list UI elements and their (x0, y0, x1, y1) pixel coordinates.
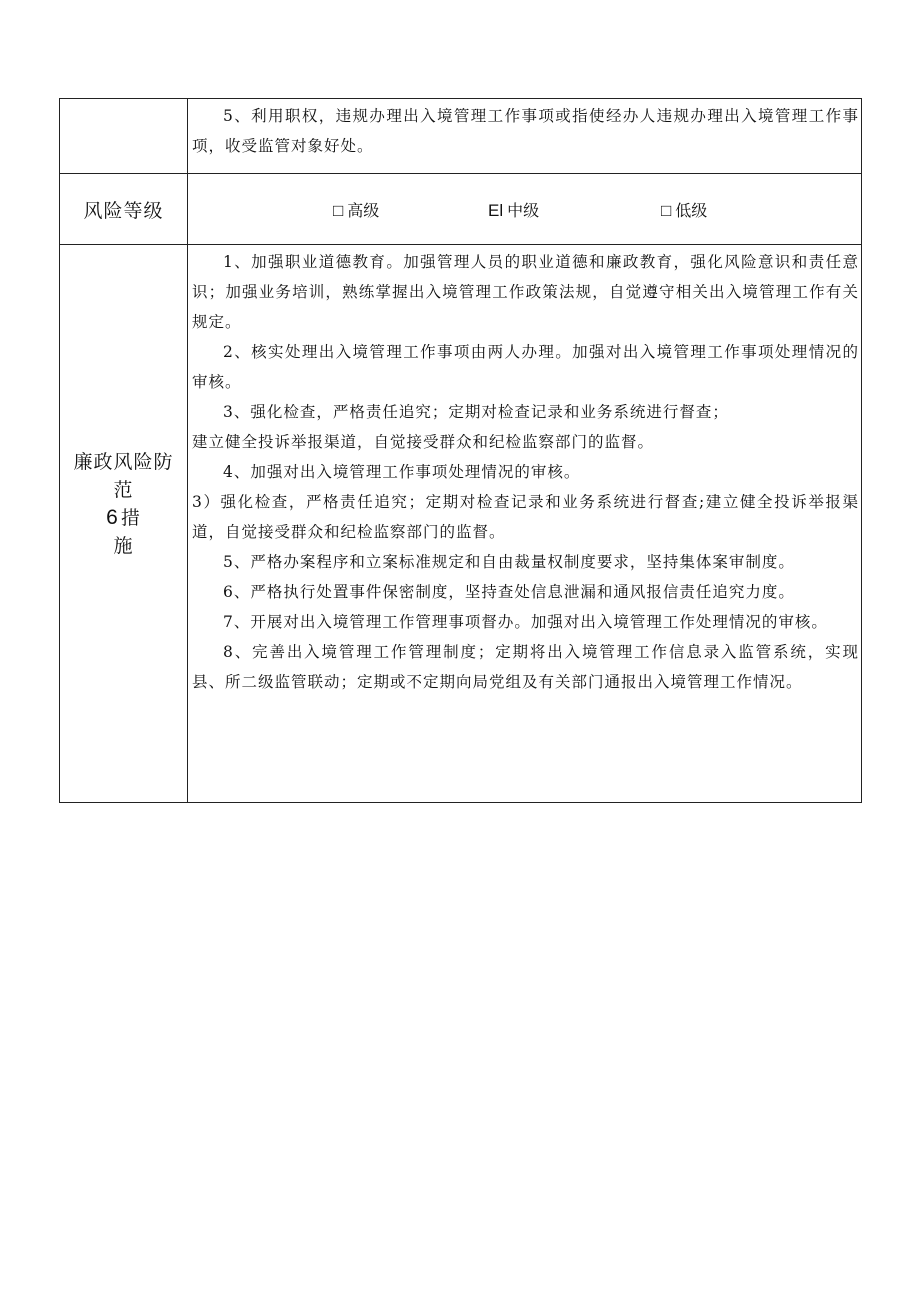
risk-level-label: 风险等级 (83, 199, 164, 222)
table-row-measures (60, 245, 862, 803)
measures-label (60, 448, 187, 560)
label-char: 措 (120, 506, 141, 529)
level-mid-text: 中级 (507, 201, 540, 220)
paragraph: 3、强化检查，严格责任追究；定期对检查记录和业务系统进行督查； (223, 403, 729, 421)
measures-label-cell (60, 245, 188, 803)
checkbox-high: □ (333, 201, 344, 220)
checkbox-mid: El (488, 201, 504, 220)
paragraph: 7、开展对出入境管理工作管理事项督办。加强对出入境管理工作处理情况的审核。 (223, 613, 828, 631)
measures-content-cell (188, 245, 862, 803)
label-line: 廉政风险防 (73, 450, 174, 473)
label-line: 范 (113, 478, 134, 501)
paragraph: 1、加强职业道德教育。加强管理人员的职业道德和廉政教育，强化风险意识和责任意识；加强业务培训，熟练掌握出入境管理工作政策法规，自觉遵守相关出入境管理工作有关规定。 (192, 253, 859, 331)
paragraph: 建立健全投诉举报渠道，自觉接受群众和纪检监察部门的监督。 (192, 433, 655, 451)
paragraph: 5、严格办案程序和立案标准规定和自由裁量权制度要求，坚持集体案审制度。 (223, 553, 795, 571)
label-line: 施 (113, 534, 134, 557)
content-cell (188, 99, 862, 174)
risk-level-label-cell (60, 174, 188, 245)
table-row (60, 99, 862, 174)
label-number: 6 (106, 505, 119, 529)
level-mid-option (488, 198, 539, 221)
empty-label-cell (60, 99, 188, 174)
checkbox-low: □ (661, 201, 672, 220)
paragraph: 6、严格执行处置事件保密制度，坚持查处信息泄漏和通风报信责任追究力度。 (223, 583, 795, 601)
level-high-option (333, 198, 379, 221)
paragraph: 8、完善出入境管理工作管理制度；定期将出入境管理工作信息录入监管系统，实现县、所二级监管联动；定期或不定期向局党组及有关部门通报出入境管理工作情况。 (192, 643, 859, 691)
label-line (60, 504, 187, 532)
risk-table (59, 98, 862, 803)
paragraph: 2、核实处理出入境管理工作事项由两人办理。加强对出入境管理工作事项处理情况的审核。 (192, 343, 859, 391)
level-low-option (661, 198, 707, 221)
risk-level-options-cell (188, 174, 862, 245)
paragraph: 5、利用职权，违规办理出入境管理工作事项或指使经办人违规办理出入境管理工作事项，收受监管对象好处。 (192, 107, 859, 155)
table-row-risk-level (60, 174, 862, 245)
level-high-text: 高级 (347, 201, 380, 220)
paragraph: 4、加强对出入境管理工作事项处理情况的审核。 (223, 463, 581, 481)
level-low-text: 低级 (675, 201, 708, 220)
risk-level-options (188, 174, 861, 244)
paragraph: 3）强化检查，严格责任追究；定期对检查记录和业务系统进行督查;建立健全投诉举报渠道，自觉接受群众和纪检监察部门的监督。 (192, 493, 859, 541)
